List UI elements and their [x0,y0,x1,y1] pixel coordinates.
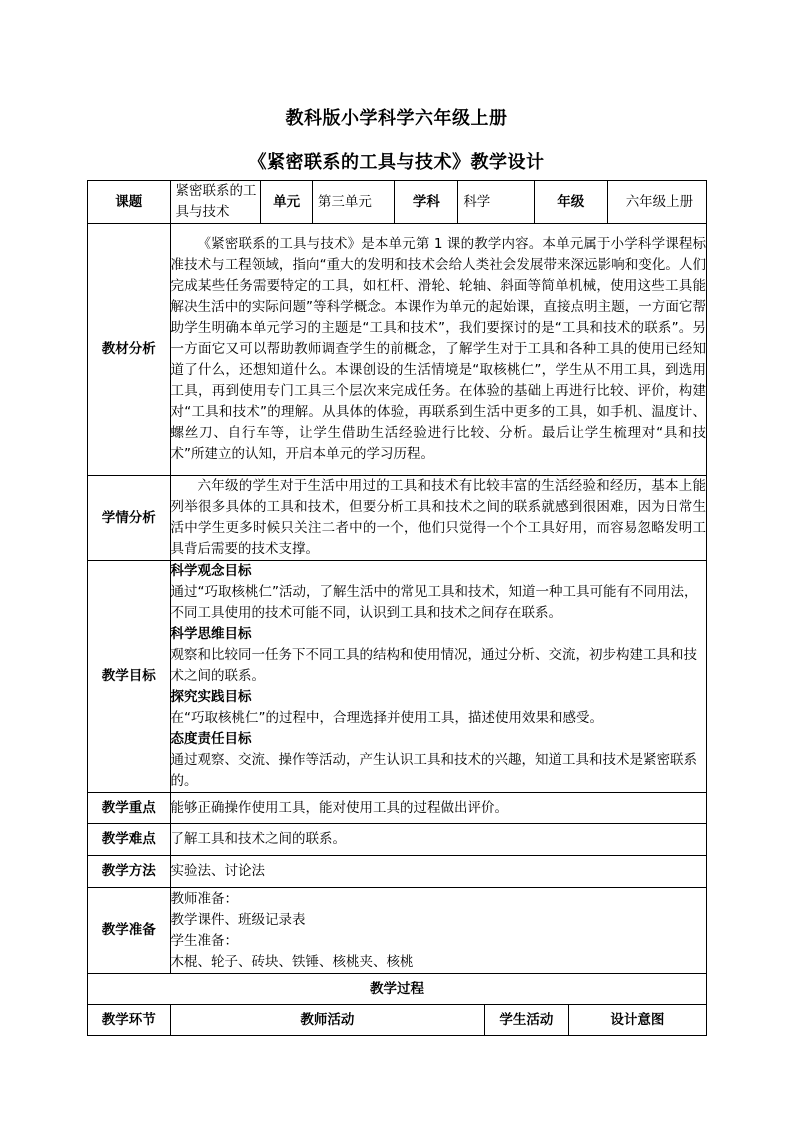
unit-value: 第三单元 [312,181,395,224]
student-analysis-text: 六年级的学生对于生活中用过的工具和技术有比较丰富的生活经验和经历，基本上能列举很多具体的工具和技术，但要分析工具和技术之间的联系就感到很困难，因为日常生活中学生更多时候只关注二者中的一个，他们只觉得一个个工具好用，而容易忽略发明工具背后需要的技术支撑。 [170,476,706,561]
topic-label: 课题 [88,181,171,224]
subject-value: 科学 [458,181,534,224]
process-col-stage: 教学环节 [88,1005,171,1036]
key-points-label: 教学重点 [88,793,171,824]
objective-text: 通过观察、交流、操作等活动，产生认识工具和技术的兴趣，知道工具和技术是紧密联系的。 [170,752,698,789]
difficulties-label: 教学难点 [88,824,171,856]
objectives-content [170,561,706,793]
header-row [88,181,707,224]
objective-heading: 科学思维目标 [170,626,252,642]
process-col-student: 学生活动 [485,1005,569,1036]
objectives-label: 教学目标 [88,561,171,793]
material-analysis-row [88,224,707,476]
student-analysis-label: 学情分析 [88,476,171,561]
topic-value: 紧密联系的工具与技术 [170,181,261,224]
preparation-content [170,888,706,974]
process-col-intent: 设计意图 [568,1005,706,1036]
preparation-label: 教学准备 [88,888,171,974]
preparation-line: 木棍、轮子、砖块、铁锤、核桃夹、核桃 [170,953,414,970]
grade-label: 年级 [534,181,607,224]
key-points-text: 能够正确操作使用工具，能对使用工具的过程做出评价。 [170,793,706,824]
objective-heading: 探究实践目标 [170,689,252,705]
objective-text: 在“巧取核桃仁”的过程中，合理选择并使用工具，描述使用效果和感受。 [170,710,604,726]
preparation-line: 学生准备： [170,932,239,949]
methods-row [88,856,707,888]
student-analysis-row [88,476,707,561]
material-analysis-label: 教材分析 [88,224,171,476]
document-subtitle: 《紧密联系的工具与技术》教学设计 [248,152,545,173]
subject-label: 学科 [395,181,458,224]
objective-heading: 态度责任目标 [170,731,252,747]
process-col-teacher: 教师活动 [170,1005,485,1036]
process-title-row [88,974,707,1005]
material-analysis-text: 《紧密联系的工具与技术》是本单元第 1 课的教学内容。本单元属于小学科学课程标准技术与工程领域，指向“重大的发明和技术会给人类社会发展带来深远影响和变化。人们完成某些任务需要特定的工具，如杠杆、滑轮、轮轴、斜面等简单机械，使用这些工具能解决生活中的实际问题”等科学概念。本课作为单元的起始课，直接点明主题，一方面它帮助学生明确本单元学习的主题是“工具和技术”，我们要探讨的是“工具和技术的联系”。另一方面它又可以帮助教师调查学生的前概念，了解学生对于工具和各种工具的使用已经知道了什么，还想知道什么。本课创设的生活情境是“取核桃仁”，学生从不用工具，到选用工具，再到使用专门工具三个层次来完成任务。在体验的基础上再进行比较、评价，构建对“工具和技术”的理解。从具体的体验，再联系到生活中更多的工具，如手机、温度计、螺丝刀、自行车等，让学生借助生活经验进行比较、分析。最后让学生梳理对“具和技术”所建立的认知，开启本单元的学习历程。 [170,224,706,476]
lesson-plan-table [87,180,707,1036]
process-title: 教学过程 [88,974,707,1005]
unit-label: 单元 [261,181,313,224]
difficulties-row [88,824,707,856]
key-points-row [88,793,707,824]
preparation-line: 教师准备： [170,890,239,907]
methods-text: 实验法、讨论法 [170,856,706,888]
objectives-row [88,561,707,793]
methods-label: 教学方法 [88,856,171,888]
grade-value: 六年级上册 [607,181,706,224]
process-header-row [88,1005,707,1036]
objective-text: 通过“巧取核桃仁”活动，了解生活中的常见工具和技术，知道一种工具可能有不同用法，不同工具使用的技术可能不同，认识到工具和技术之间存在联系。 [170,584,698,621]
difficulties-text: 了解工具和技术之间的联系。 [170,824,706,856]
preparation-line: 教学课件、班级记录表 [170,911,306,928]
objective-text: 观察和比较同一任务下不同工具的结构和使用情况，通过分析、交流，初步构建工具和技术之间的联系。 [170,647,698,684]
objective-heading: 科学观念目标 [170,563,252,579]
document-title: 教科版小学科学六年级上册 [285,108,508,129]
preparation-row [88,888,707,974]
